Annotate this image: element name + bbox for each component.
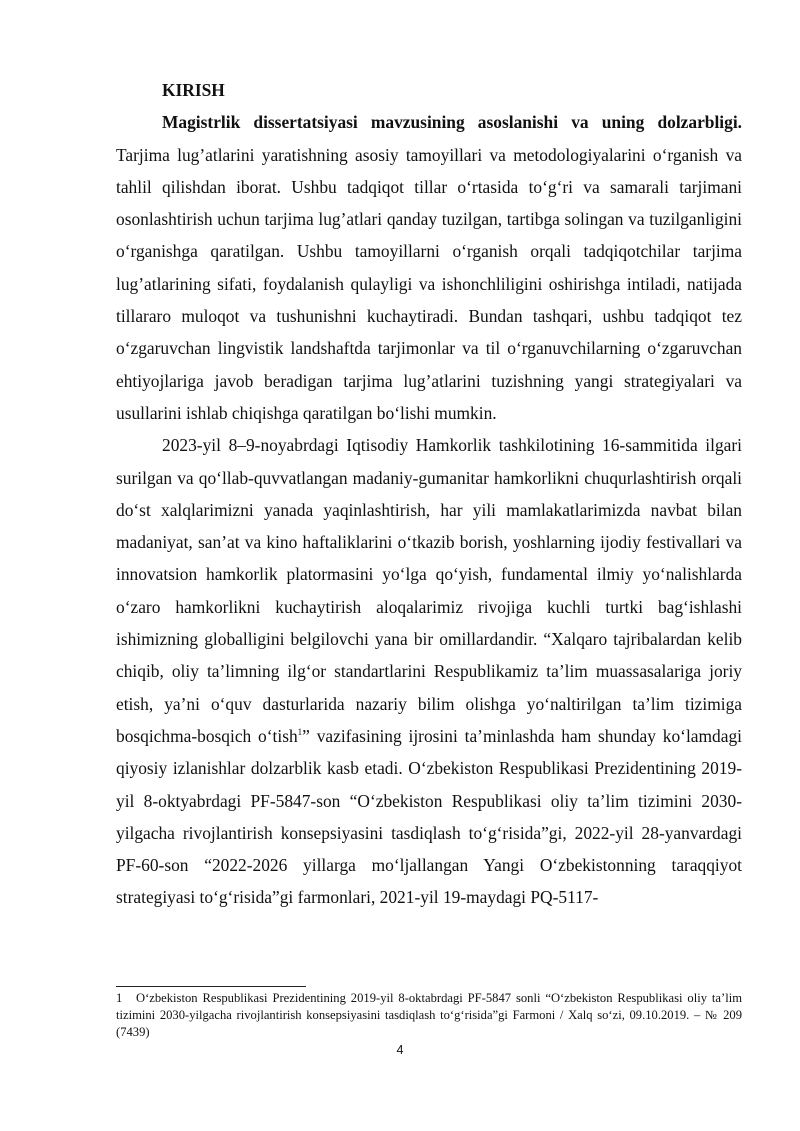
paragraph-1-text: Tarjima lug’atlarini yaratishning asosiy tamoyillari va metodologiyalarini o‘rganish va tahlil qilishdan iborat. Ushbu tadqiqot tillar o‘rtasida to‘g‘ri va samarali tarjimani osonlashtirish uchun tarjima lug’atlari qanday tuzilgan, tartibga solingan va tuzilganligini o‘rganishga qaratilgan. Ushbu tamoyillarni o‘rganish orqali tadqiqotchilar tarjima lug’atlarining sifati, foydalanish qulayligi va ishonchliligini oshirishga intiladi, natijada tillararo muloqot va tushunishni kuchaytiradi. Bundan tashqari, ushbu tadqiqot tez o‘zgaruvchan lingvistik landshaftda tarjimonlar va til o‘rganuvchilarning o‘zgaruvchan ehtiyojlariga javob beradigan tarjima lug’atlarini tuzishning yangi strategiyalari va usullarini ishlab chiqishga qaratilgan bo‘lishi mumkin. xyxy=(116,144,742,423)
paragraph-2-text-a: 2023-yil 8–9-noyabrdagi Iqtisodiy Hamkorlik tashkilotining 16-sammitida ilgari surilgan va qo‘llab-quvvatlangan madaniy-gumanitar hamkorlikni chuqurlashtirish orqali do‘st xalqlarimizni yanada yaqinlashtirish, har yili mamlakatlarimizda navbat bilan madaniyat, san’at va kino haftaliklarini o‘tkazib borish, yoshlarning ijodiy festivallari va innovatsion hamkorlik platormasini yo‘lga qo‘yish, fundamental ilmiy yo‘nalishlarda o‘zaro hamkorlikni kuchaytirish aloqalarimiz rivojiga kuchli turtki bag‘ishlashi ishimizning globalligini belgilovchi yana bir omillardandir. “Xalqaro tajribalardan kelib chiqib, oliy ta’limning ilg‘or standartlarini Respublikamiz ta’lim muassasalariga joriy etish, ya’ni o‘quv dasturlarida nazariy bilim olishga yo‘naltirilgan ta’lim tizimiga bosqichma-bosqich o‘tish xyxy=(116,435,742,746)
footnote-text: O‘zbekiston Respublikasi Prezidentining 2019-yil 8-oktabrdagi PF-5847 sonli “O‘zbekiston Respublikasi oliy ta’lim tizimini 2030-yilgacha rivojlantirish konsepsiyasini tasdiqlash to‘g‘risida”gi Farmoni / Xalq so‘zi, 09.10.2019. – № 209 (7439) xyxy=(116,991,742,1039)
footnote-reference[interactable]: 1 xyxy=(297,726,303,737)
paragraph-2-text-b: ” vazifasining ijrosini ta’minlashda ham shunday ko‘lamdagi qiyosiy izlanishlar dolzarblik kasb etadi. O‘zbekiston Respublikasi Prezidentining 2019-yil 8-oktyabrdagi PF-5847-son “O‘zbekiston Respublikasi oliy ta’lim tizimini 2030-yilgacha rivojlantirish konsepsiyasini tasdiqlash to‘g‘risida”gi, 2022-yil 28-yanvardagi PF-60-son “2022-2026 yillarga mo‘ljallangan Yangi O‘zbekistonning taraqqiyot strategiyasi to‘g‘risida”gi farmonlari, 2021-yil 19-maydagi PQ-5117- xyxy=(116,725,742,908)
footnote-number: 1 xyxy=(116,991,123,1005)
page-body xyxy=(116,74,742,914)
page-number: 4 xyxy=(396,1043,404,1057)
footnote-divider xyxy=(116,986,306,987)
section-subheading: Magistrlik dissertatsiyasi mavzusining asoslanishi va uning dolzarbligi. xyxy=(162,112,742,133)
paragraph-2 xyxy=(116,429,742,913)
footnote xyxy=(116,990,742,1041)
paragraph-1 xyxy=(116,106,742,429)
section-heading: KIRISH xyxy=(162,80,225,100)
